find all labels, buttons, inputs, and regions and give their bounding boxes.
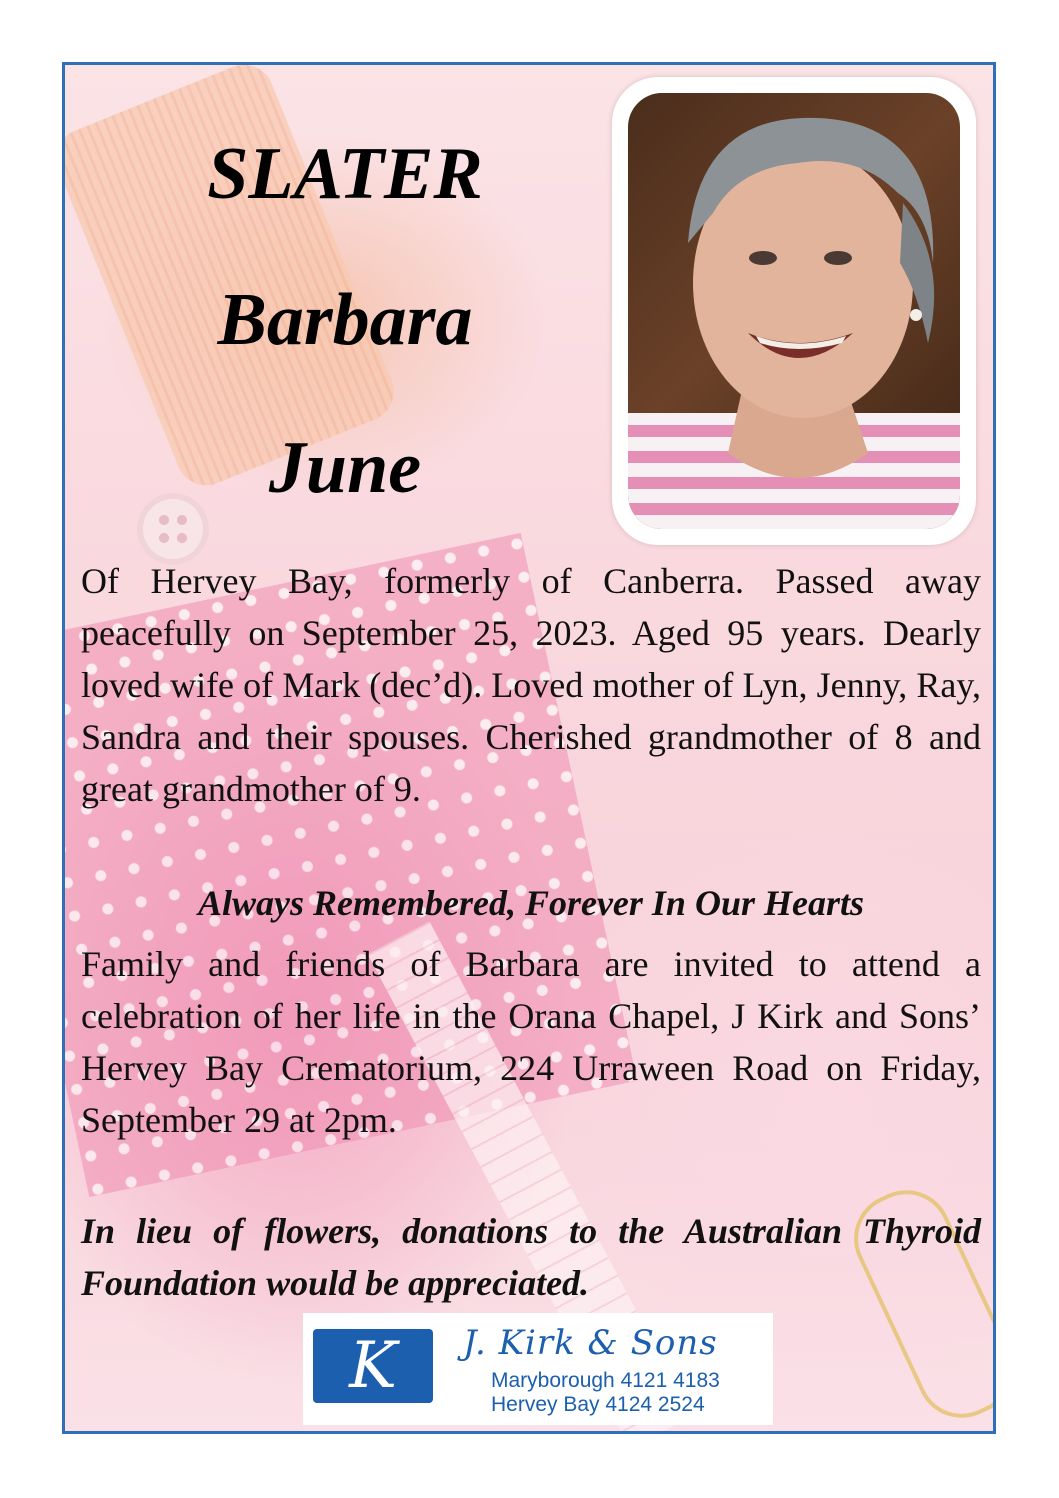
middle-name: June: [268, 427, 422, 509]
obituary-paragraph: Of Hervey Bay, formerly of Canberra. Passed away peacefully on September 25, 2023. Aged 95 years. Dearly loved wife of Mark (dec’d). Loved mother of Lyn, Jenny, Ray, Sandra and their spouses. Cherished grandmother of 8 and great grandmother of 9.: [81, 561, 981, 809]
first-name: Barbara: [217, 279, 473, 361]
portrait-photo: [628, 93, 960, 529]
funeral-director-name: J. Kirk & Sons: [463, 1323, 718, 1363]
portrait-frame: [612, 77, 976, 545]
right-eye: [824, 251, 852, 265]
funeral-director-logo: [303, 1313, 773, 1425]
left-eye: [749, 251, 777, 265]
earring: [910, 309, 922, 321]
phone-maryborough: Maryborough 4121 4183: [491, 1369, 720, 1392]
notice-content: [65, 65, 993, 1431]
donation-note: In lieu of flowers, donations to the Australian Thyroid Foundation would be appreciated.: [81, 1211, 981, 1303]
notice-frame: [62, 62, 996, 1434]
surname: SLATER: [207, 133, 483, 215]
phone-hervey-bay: Hervey Bay 4124 2524: [491, 1393, 705, 1416]
k-monogram-icon: K: [313, 1329, 433, 1403]
portrait-illustration: [628, 93, 960, 529]
service-details-paragraph: Family and friends of Barbara are invited to attend a celebration of her life in the Orana Chapel, J Kirk and Sons’ Hervey Bay Crematorium, 224 Urraween Road on Friday, September 29 at 2pm.: [81, 944, 981, 1140]
remembrance-tagline: Always Remembered, Forever In Our Hearts: [198, 883, 864, 923]
